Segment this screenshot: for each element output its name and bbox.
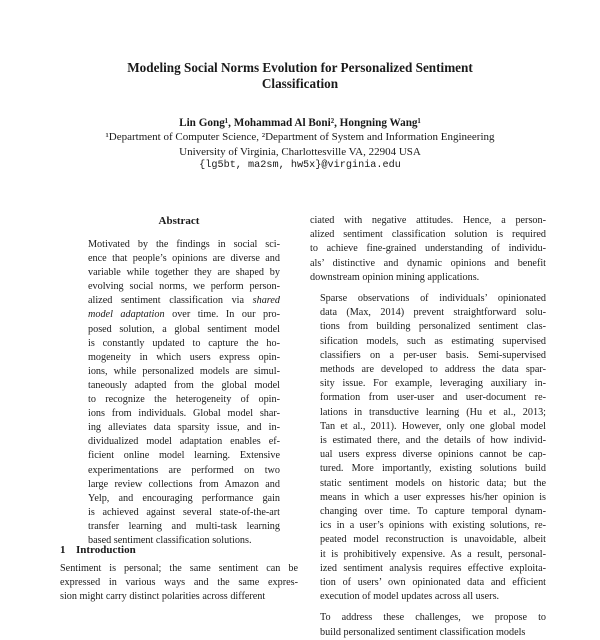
text-line: is constantly updated to capture the ho- <box>88 337 280 349</box>
introduction-body <box>60 562 298 605</box>
text-line: Yelp, and encouraging performance gain <box>88 492 280 504</box>
text-line: to achieve fine-grained understanding of individu- <box>310 243 546 255</box>
author-list: Lin Gong¹, Mohammad Al Boni², Hongning Wang¹ <box>179 117 421 129</box>
text-line: execution of model updates across all users. <box>320 591 500 603</box>
text-line: ions from individuals. Global model shar- <box>88 408 280 420</box>
text-line: ized sentiment analysis requires effective exploita- <box>320 562 546 574</box>
paragraph <box>310 292 546 604</box>
text-line: to recognize the heterogeneity of opin- <box>88 394 280 406</box>
text-line: methods are developed to address the data spar- <box>320 364 546 376</box>
text-line: formation from user-user and user-document re- <box>320 392 546 404</box>
text-line: tured. More importantly, existing solutions build <box>320 463 546 475</box>
text-line: posed solution, a global sentiment model <box>88 323 280 335</box>
paragraph <box>310 611 546 639</box>
text-line: it is prohibitively expensive. As a result, personal- <box>320 548 546 560</box>
text-line: To address these challenges, we propose to <box>320 612 546 624</box>
text-line: ions, while personalized models are simul- <box>88 365 280 377</box>
affiliation-line: University of Virginia, Charlottesville VA, 22904 USA <box>179 145 421 158</box>
text-line: taneously adapted from the global model <box>88 379 280 391</box>
text-line: transfer learning and multi-task learning <box>88 520 280 532</box>
text-line: expressed in various ways and the same expres- <box>60 577 298 589</box>
text-line: Sentiment is personal; the same sentiment can be <box>60 563 298 574</box>
text-line: ficient online model learning. Extensive <box>88 450 280 462</box>
text-line: Tan et al., 2011). However, only one global model <box>320 420 546 432</box>
affiliation-line: ¹Department of Computer Science, ²Department of System and Information Engineering <box>105 131 495 143</box>
text-line: ics in a user’s opinions with existing solutions, re- <box>320 520 546 532</box>
text-line: changing over time. To capture temporal dynam- <box>320 506 546 518</box>
abstract-body <box>88 238 280 548</box>
text-line: ciated with negative attitudes. Hence, a person- <box>310 215 546 226</box>
text-line: tion of users’ own opinionated data and efficient <box>320 577 546 589</box>
affiliations <box>40 130 560 159</box>
text-line: model adaptation over time. In our pro- <box>88 309 281 321</box>
paper-title-line: Modeling Social Norms Evolution for Personalized Sentiment <box>127 60 473 75</box>
paragraph <box>310 214 546 285</box>
text-line: Motivated by the findings in social sci- <box>88 239 280 250</box>
text-line: build personalized sentiment classification models <box>320 626 526 638</box>
text-line: ing alleviates data sparsity issue, and in- <box>88 422 280 434</box>
paper-title-line: Classification <box>261 76 339 91</box>
text-line: downstream opinion mining applications. <box>310 271 480 283</box>
abstract-heading: Abstract <box>158 215 200 227</box>
text-line: ence that people’s opinions are diverse and <box>88 253 280 265</box>
text-line: tions from building personalized sentiment clas- <box>320 321 546 333</box>
text-line: based sentiment classification solutions. <box>88 534 252 546</box>
text-line: dividualized model adaptation enables ef- <box>88 436 280 448</box>
text-line: lations in transductive learning (Hu et al., 2013; <box>320 406 546 418</box>
paper-title <box>60 60 540 92</box>
text-line: sity issue. For example, leveraging auxiliary in- <box>320 378 546 390</box>
text-line: is estimated there, and the details of how individ- <box>320 435 546 447</box>
text-line: ual users express diverse opinions cannot be cap- <box>320 449 546 461</box>
text-line: classifiers on a per-user basis. Semi-supervised <box>320 349 546 361</box>
text-line: data (Max, 2014) prevent straightforward solu- <box>320 307 546 319</box>
text-line: large review collections from Amazon and <box>88 478 280 490</box>
text-line: Sparse observations of individuals’ opinionated <box>320 293 546 305</box>
section-number: 1 <box>60 544 66 556</box>
section-heading-introduction <box>60 543 298 557</box>
right-column-text <box>310 214 546 640</box>
text-line: alized sentiment classification via shared <box>88 295 280 307</box>
text-line: means in which a user expresses his/her opinion is <box>320 491 546 503</box>
text-line: sion might carry distinct polarities across different <box>60 591 266 603</box>
text-line: static sentiment models on historic data; but the <box>320 477 546 489</box>
text-line: peated model reconstruction is unavoidable, albeit <box>320 534 546 546</box>
section-title: Introduction <box>76 544 136 556</box>
text-line: alized sentiment classification solution is required <box>310 229 546 241</box>
text-line: mogeneity in which users express opin- <box>88 351 280 363</box>
text-line: evolving social norms, we perform person- <box>88 281 280 293</box>
text-line: is achieved against several state-of-the-art <box>88 506 280 518</box>
text-line: sification models, such as estimating supervised <box>320 335 546 347</box>
text-line: experimentations are performed on two <box>88 464 280 476</box>
text-line: variable while together they are shaped by <box>88 267 280 279</box>
author-emails: {lg5bt, ma2sm, hw5x}@virginia.edu <box>199 160 401 171</box>
text-line: als’ distinctive and dynamic opinions and benefit <box>310 257 546 269</box>
